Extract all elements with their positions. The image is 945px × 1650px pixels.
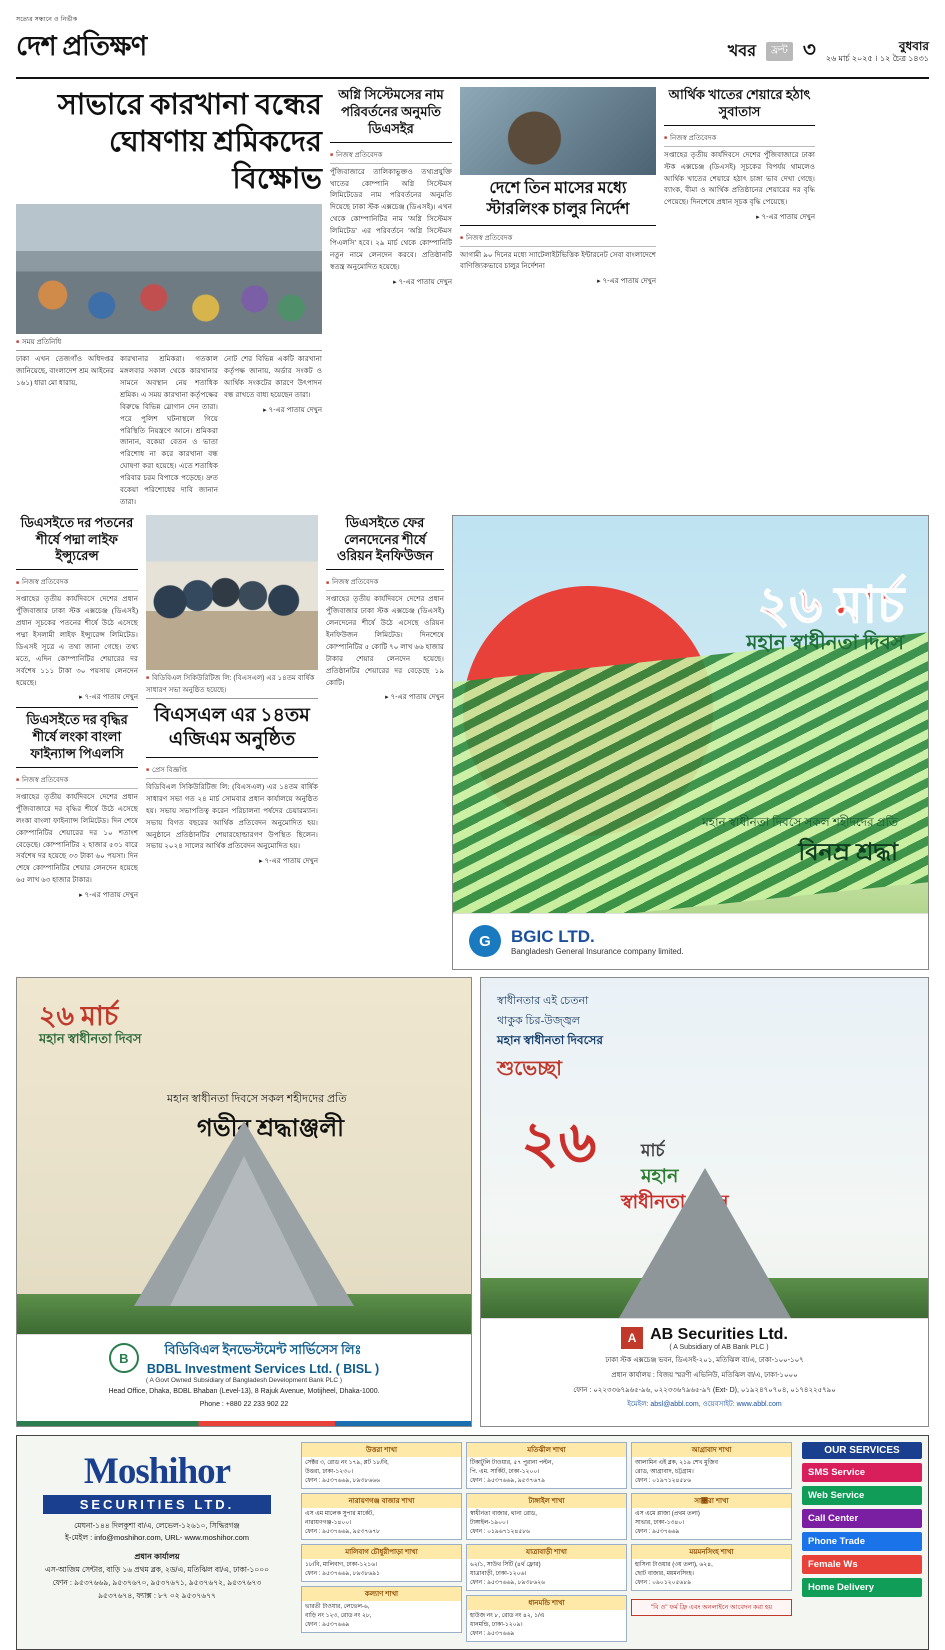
brief-agni-more[interactable]: ▸ ৭-এর পাতায় দেখুন bbox=[393, 278, 452, 286]
branch-line: সেক্টর ৩, রোড নং ১৭৯, প্লট ১৮/বি, bbox=[305, 1459, 389, 1466]
bgic-day: ২৬ মার্চ bbox=[757, 576, 904, 633]
bgic-logo-icon: G bbox=[469, 925, 501, 957]
bdbl-phone: Phone : +880 22 233 902 22 bbox=[199, 1401, 289, 1409]
bdbl-brand bbox=[27, 1341, 461, 1376]
ab-address1: ঢাকা স্টক এক্সচেঞ্জ ভবন, ডিএসই-২০১, মতিঝিল বা/এ, ঢাকা-১০০-১০৭ bbox=[605, 1356, 804, 1364]
service-female-ws[interactable]: Female Ws bbox=[802, 1555, 922, 1574]
ab-logo-icon: A bbox=[621, 1327, 643, 1349]
bsl-body: বিডিবিএল সিকিউরিটিজ লি: (বিএসএল) এর ১৪তম বার্ষিক সাধারণ সভা গত ২৪ মার্চ সোমবার প্রধান কার্যালয়ে অনুষ্ঠিত হয়। সভায় সভাপতিত্ব করেন পরিচালনা পর্ষদের চেয়ারম্যান। সভায় বিগত বছরের আর্থিক প্রতিবেদন অনুমোদিত হয়। অনুষ্ঠানে প্রতিষ্ঠানটির শেয়ারহোল্ডারগণ উপস্থিত ছিলেন। সভায় ২০২৪ সালের আর্থিক প্রতিবেদন অনুমোদিত হয়। bbox=[146, 783, 318, 851]
bgic-company-name: BGIC LTD. bbox=[511, 926, 595, 946]
moshihor-email[interactable]: ই-মেইল : info@moshihor.com, URL- www.moshihor.com bbox=[64, 1533, 250, 1543]
bsl-headline: বিএসএল এর ১৪তম এজিএম অনুষ্ঠিত bbox=[154, 704, 310, 751]
branch-line: ফোন : ৯৫৩৭৬৬৯ bbox=[635, 1528, 680, 1535]
branch-name: টাঙ্গাইল শাখা bbox=[467, 1494, 626, 1508]
moshihor-address: মেঘনা-১৪৪ দিলকুশা বা/এ, লেভেল-১২৬১০, সিদ্ধিরগঞ্জ bbox=[74, 1520, 240, 1530]
dse-row bbox=[16, 515, 444, 901]
branch-name: সা঵রা শাখা bbox=[632, 1494, 791, 1508]
brief-agni-body: পুঁজিবাজারে তালিকাভুক্তও তথ্যপ্রযুক্তি খাতের কোম্পানি অগ্নি সিস্টেমস লিমিটেডের নাম পরিবর্তনের অনুমতি দিয়েছে ঢাকা স্টক এক্সচেঞ্জ (ডিএসই)। এখন থেকে কোম্পানিটির নাম 'অগ্নি সিস্টেমস লিমিটেড' এর পরিবর্তনে 'অগ্নি সিস্টেমস পিএলসি' হবে। ২৯ মার্চ থেকে কোম্পানিটি নতুন নামে লেনদেন করবে। প্রতিষ্ঠানটি স্বতন্ত্র অনুমোদিত হয়েছে। bbox=[330, 167, 452, 271]
branch-column-3 bbox=[631, 1442, 792, 1643]
ab-company-sub: ( A Subsidiary of AB Bank PLC ) bbox=[669, 1343, 769, 1351]
lead-body-columns bbox=[16, 354, 322, 508]
ab-names bbox=[650, 1326, 788, 1351]
bgic-footer bbox=[453, 913, 928, 969]
orion-story bbox=[326, 515, 444, 901]
ab-address2: প্রধান কার্যালয় : বিজয় স্মরণী এভিনিউ, মতিঝিল বা/এ, ঢাকা-১০০০ bbox=[611, 1371, 798, 1379]
branch-name: মতিঝীল শাখা bbox=[467, 1443, 626, 1457]
branch-column-2 bbox=[466, 1442, 627, 1643]
service-phone-trade[interactable]: Phone Trade bbox=[802, 1532, 922, 1551]
ab-greeting: শুভেচ্ছা bbox=[497, 1057, 562, 1080]
starlink-byline: ■ নিজস্ব প্রতিবেদক bbox=[460, 230, 656, 247]
bdbl-message-line2: গভীর শ্রদ্ধাঞ্জলী bbox=[197, 1115, 344, 1142]
orion-body: সপ্তাহের তৃতীয় কার্যদিবসে দেশের প্রধান পুঁজিবাজার ঢাকা স্টক এক্সচেঞ্জ (ডিএসই) লেনদেনের শীর্ষে উঠে এসেছে ওরিয়ন ইনফিউজন লিমিটেড। দিনশেষে কোম্পানিটির ৫ কোটি ৭০ লাখ ৬৬ হাজার টাকার শেয়ার লেনদেন হয়েছে। প্রতিষ্ঠানটির শেয়ারের দর বেড়েছে ১৯ কোটি। bbox=[326, 595, 444, 687]
branch-name: ধানমন্ডি শাখা bbox=[467, 1596, 626, 1610]
ab-email-website[interactable]: ইমেইল: absl@abbl.com, ওয়েবসাইট: www.abbl.com bbox=[627, 1401, 782, 1409]
ab-footer bbox=[481, 1318, 928, 1426]
branch-line: ৬২/১, সাউথ সিটি (৪র্থ ফ্লোর) bbox=[470, 1561, 541, 1568]
dse-padma-byline: ■ নিজস্ব প্রতিবেদক bbox=[16, 574, 138, 591]
bdbl-name-en: BDBL Investment Services Ltd. ( BISL ) bbox=[146, 1361, 380, 1376]
branch-line: যাত্রাবাড়ী, ঢাকা-১২০৬। bbox=[470, 1570, 527, 1577]
branch-line: স্বাধীনতা বাজার, থানা রোড, bbox=[470, 1510, 537, 1517]
dse-padma-body: সপ্তাহের তৃতীয় কার্যদিবসে দেশের প্রধান পুঁজিবাজার ঢাকা স্টক এক্সচেঞ্জ (ডিএসই) প্রধান সূচকের পতনের শীর্ষে উঠে এসেছে পদ্মা ইসলামী লাইফ ইন্স্যুরেন্স লিমিটেড। ডিএসই সূত্রে এ তথ্য জানা গেছে। তথ্য মতে, এদিন কোম্পানিটির শেয়ারের দর সর্বশেষ ১১১ টাকা ৩০ পয়সায় লেনদেন হয়েছে। bbox=[16, 595, 138, 687]
bdbl-color-strip bbox=[17, 1421, 471, 1426]
branch-line: ফোন : ৯৫৩৭৬৬৯, ৯৫৩৭৬৭৯ bbox=[470, 1477, 546, 1484]
lead-photo bbox=[16, 204, 322, 334]
bdbl-subsidiary: ( A Govt Owned Subsidiary of Bangladesh Development Bank PLC ) bbox=[145, 1376, 343, 1384]
branch-line: ফোন : ৯৫৩৭৬৬৯, ৮৯৩৮৬৬৬ bbox=[305, 1477, 381, 1484]
top-section bbox=[16, 87, 929, 509]
bgic-advertisement[interactable] bbox=[452, 515, 929, 970]
masthead bbox=[16, 14, 929, 79]
starlink-headline: দেশে তিন মাসের মধ্যে স্টারলিংক চালুর নির্দেশ bbox=[486, 180, 630, 218]
masthead-tagline: সত্যের সন্ধানে ও নির্ভীক bbox=[16, 17, 78, 23]
brief-financial-byline: ■ নিজস্ব প্রতিবেদক bbox=[664, 130, 815, 147]
lead-more-link[interactable]: ▸ ৭-এর পাতায় দেখুন bbox=[263, 406, 322, 414]
starlink-photo bbox=[460, 87, 656, 175]
starlink-more[interactable]: ▸ ৭-এর পাতায় দেখুন bbox=[597, 278, 656, 286]
dse-padma-more[interactable]: ▸ ৭-এর পাতায় দেখুন bbox=[79, 694, 138, 702]
branch-line: হাসিনা টাওয়ার (৩য় তলা), ৬২৪, bbox=[635, 1561, 713, 1568]
dse-lanka-more[interactable]: ▸ ৭-এর পাতায় দেখুন bbox=[79, 892, 138, 900]
bgic-ad-wrapper bbox=[452, 515, 929, 970]
branch-line: আলামিন এই ব্লক, ২১৯ শেখ মুজিব bbox=[635, 1459, 718, 1466]
lead-col1-text: কারখানার শ্রমিকরা। গতকাল মঙ্গলবার সকাল থেকে কারখানার সামনে অবস্থান নেয় শতাধিক শ্রমিক। এ সময় কারখানা কর্তৃপক্ষের বিরুদ্ধে বিভিন্ন স্লোগান দেন তারা। পরে পুলিশ ঘটনাস্থলে গিয়ে পরিস্থিতি নিয়ন্ত্রণে আনে। শ্রমিকরা জানান, বকেয়া বেতন ও ভাতা পরিশোধ না করে কারখানা বন্ধ ঘোষণা করা হয়েছে। এতে শতাধিক পরিবার চরম বিপাকে পড়েছে। দ্রুত বকেয়া পরিশোধের দাবি জানান তারা। bbox=[120, 355, 218, 506]
branch-line: ফোন : ৯৫৩৭৬৬৯, ৮৯৩৮৬২৬ bbox=[470, 1579, 546, 1586]
branch-line: টাঙ্গাইল-১৯০০। bbox=[470, 1519, 509, 1526]
branch-line: হাউজ নং ৮, রোড নং ৪২, ১/এ bbox=[470, 1612, 545, 1619]
moshihor-ho-phone: ফোন : ৯৫৩৭৬৬৯, ৯৫৩৭৬৭০, ৯৫৩৭৬৭১, ৯৫৩৭৬৭২, ৯৫৩৭৬৭৩ bbox=[52, 1577, 262, 1587]
flag-stripes-graphic bbox=[452, 631, 929, 936]
bdbl-footer bbox=[17, 1334, 471, 1426]
branch-line: এস এমে প্লাজা (প্রথম তলা) bbox=[635, 1510, 700, 1517]
bgic-message-line2: বিনম্র শ্রদ্ধা bbox=[798, 839, 898, 866]
date-full: ২৬ মার্চ ২০২৫ । ১২ চৈত্র ১৪৩১ bbox=[825, 54, 929, 63]
brief-financial-column bbox=[664, 87, 815, 509]
branch-line: ফোন : ০১৯৬৭১২৪৫৮৬ bbox=[470, 1528, 531, 1535]
brief-financial-body: সপ্তাহের তৃতীয় কার্যদিবসে দেশের পুঁজিবাজারে ঢাকা স্টক এক্সচেঞ্জ (ডিএসই) সূচকের বিপর্যয় থামলেও আর্থিক খাতের শেয়ারে হঠাৎ চাঙ্গা ভাব দেখা গেছে। ব্যাংক, বীমা ও আর্থিক প্রতিষ্ঠানের শেয়ারের দর বৃদ্ধি পেয়েছে। দিনশেষে প্রধান সূচক বৃদ্ধি পেয়েছে। bbox=[664, 150, 815, 207]
branch-column-1 bbox=[301, 1442, 462, 1643]
brief-agni-headline: অগ্নি সিস্টেমসের নাম পরিবর্তনের অনুমতি ডিএসইর bbox=[338, 87, 444, 136]
branch-item bbox=[466, 1442, 627, 1489]
branch-line: ভারতী টাওযার, লেভেল-৬, bbox=[305, 1603, 370, 1610]
date-block bbox=[826, 39, 929, 64]
dse-lanka-body: সপ্তাহের তৃতীয় কার্যদিবসে দেশের প্রধান পুঁজিবাজারে দর বৃদ্ধির শীর্ষে উঠে এসেছে লংকা বাংলা ফাইন্যান্স লিমিটেড। দিন শেষে কোম্পানিটির শেয়ারের দর ১০ শতাংশ বেড়েছে। কোম্পানিটির ২ হাজার ৫৩১ বারে সর্বশেষ দর হয়েছে ৩৩ টাকা ৬০ পয়সা। দিন শেষে কোম্পানিটির শেয়ার লেনদেন হয়েছে ৬৫ লাখ ৬৩ হাজার টাকার। bbox=[16, 793, 138, 885]
moshihor-services bbox=[796, 1436, 928, 1649]
bdbl-day: ২৬ মার্চ bbox=[39, 1000, 119, 1031]
branch-line: এস এম মালেক সুপার মার্কেট, bbox=[305, 1510, 374, 1517]
bgic-message bbox=[702, 814, 898, 874]
date-day: বুধবার bbox=[898, 39, 929, 53]
bdbl-address: Head Office, Dhaka, BDBL Bhaban (Level-13), 8 Rajuk Avenue, Motijheel, Dhaka-1000. bbox=[108, 1387, 380, 1395]
ab-mohan: মহান bbox=[641, 1165, 679, 1187]
branch-item bbox=[631, 1442, 792, 1489]
branch-name: আগ্রাবাদ শাখা bbox=[632, 1443, 791, 1457]
lead-col-2 bbox=[224, 354, 322, 508]
masthead-left bbox=[16, 14, 147, 71]
branch-item bbox=[301, 1586, 462, 1633]
starlink-column bbox=[460, 87, 656, 509]
branch-line: টিকাটুলি টাওয়ার, ৫৭ পুরানা পল্টন, bbox=[470, 1459, 554, 1466]
moshihor-brand-block bbox=[17, 1436, 297, 1649]
ab-line2: থাকুক চির-উজ্জ্বল bbox=[497, 1014, 580, 1027]
service-home-delivery[interactable]: Home Delivery bbox=[802, 1578, 922, 1597]
monument-inner-graphic bbox=[170, 1156, 318, 1306]
orion-more[interactable]: ▸ ৭-এর পাতায় দেখুন bbox=[385, 694, 444, 702]
moshihor-note: "বি ও" ফর্ম ফ্রি এবং অনলাইনে আবেদন করা হয় bbox=[631, 1599, 792, 1617]
bsl-story bbox=[146, 515, 318, 901]
branch-name: কল্যাণ শাখা bbox=[302, 1587, 461, 1601]
moshihor-advertisement[interactable] bbox=[16, 1435, 929, 1650]
branch-item bbox=[301, 1544, 462, 1582]
moshihor-logo: Moshihor bbox=[83, 1450, 231, 1492]
ab-day-number: ২৬ bbox=[521, 1109, 597, 1175]
brief-financial-more[interactable]: ▸ ৭-এর পাতায় দেখুন bbox=[756, 214, 815, 222]
brief-agni-byline: ■ নিজস্ব প্রতিবেদক bbox=[330, 147, 452, 164]
ab-company-name: AB Securities Ltd. bbox=[650, 1325, 788, 1343]
bdbl-advertisement[interactable] bbox=[16, 977, 472, 1427]
lead-col-1 bbox=[120, 354, 218, 508]
bgic-subtitle: মহান স্বাধীনতা দিবস bbox=[746, 631, 904, 654]
branch-name: নারায়ণগঞ্জ বাজার শাখা bbox=[302, 1494, 461, 1508]
bsl-byline: ■ প্রেস বিজ্ঞপ্তি bbox=[146, 762, 318, 779]
ab-brand bbox=[491, 1326, 918, 1351]
branch-name: মালিবাগ চৌধুরীপাড়া শাখা bbox=[302, 1545, 461, 1559]
branch-item bbox=[301, 1493, 462, 1540]
branch-item bbox=[466, 1595, 627, 1642]
moshihor-securities-label: SECURITIES LTD. bbox=[43, 1495, 271, 1514]
branch-line: ফোন : ০৯০১২০৫৬৮৯ bbox=[635, 1579, 692, 1586]
dse-padma-headline: ডিএসইতে দর পতনের শীর্ষে পদ্মা লাইফ ইন্স্যুরেন্স bbox=[20, 514, 134, 564]
branch-item bbox=[631, 1493, 792, 1540]
bsl-photo bbox=[146, 515, 318, 670]
section-badge: ফ্রন্ট bbox=[766, 42, 793, 61]
bdbl-name-bn: বিডিবিএল ইনভেস্টমেন্ট সার্ভিসেস লিঃ bbox=[164, 1341, 362, 1357]
branch-line: ফোন : ৯৫৩৭৬৬৯, ৮৯৩৮৬৯১ bbox=[305, 1570, 381, 1577]
branch-line: ফোন : ৯৫৩৭৬৬৯ bbox=[305, 1621, 350, 1628]
mid-left-column bbox=[16, 515, 444, 970]
bdbl-logo-icon: B bbox=[109, 1343, 139, 1373]
ab-line3: মহান স্বাধীনতা দিবসের bbox=[497, 1032, 603, 1047]
service-sms[interactable]: SMS Service bbox=[802, 1463, 922, 1482]
branch-name: উত্তরা শাখা bbox=[302, 1443, 461, 1457]
branch-name: ময়মনসিংহ শাখা bbox=[632, 1545, 791, 1559]
bdbl-subtitle: মহান স্বাধীনতা দিবস bbox=[39, 1030, 142, 1046]
starlink-body: আগামী ৯০ দিনের মধ্যে স্যাটেলাইটভিত্তিক ইন্টারনেট সেবা বাংলাদেশে বাণিজ্যিকভাবে চালুর নির্দেশনা bbox=[460, 250, 656, 271]
branch-line: বাড়ি নং ১২৩, রোড নং ২৮, bbox=[305, 1612, 372, 1619]
lead-photo-caption: ■ সময় প্রতিনিধি bbox=[16, 334, 322, 351]
lead-story-column bbox=[16, 87, 322, 509]
branch-line: ফোন : ০১৯৭১২৪৫৮৬ bbox=[635, 1477, 692, 1484]
branch-line: রোড, আগ্রাবাদ, চট্টগ্রাম। bbox=[635, 1468, 694, 1475]
branch-line: ধানমন্ডি, ঢাকা-১২০৯। bbox=[470, 1621, 523, 1628]
dse-lanka-byline: ■ নিজস্ব প্রতিবেদক bbox=[16, 772, 138, 789]
newspaper-logo: দেশ প্রতিক্ষণ bbox=[16, 31, 147, 61]
lead-intro-col bbox=[16, 354, 114, 508]
moshihor-ho-phone2: ৯৫৩৭৬৭৪, ফ্যাক্স : ৮৭ ০২ ৯৫৩৭৬৭৭ bbox=[98, 1590, 216, 1600]
bdbl-names bbox=[147, 1341, 379, 1376]
ab-monument-graphic bbox=[619, 1168, 791, 1318]
branch-line: পি. এম. সার্কিট, ঢাকা-১২০০। bbox=[470, 1468, 540, 1475]
branch-line: নারায়ণগঞ্জ-১৪০০। bbox=[305, 1519, 352, 1526]
dse-lanka-headline: ডিএসইতে দর বৃদ্ধির শীর্ষে লংকা বাংলা ফাইন্যান্স পিএলসি bbox=[26, 712, 128, 762]
branch-name: যাত্রাবাড়ী শাখা bbox=[467, 1545, 626, 1559]
brief-financial-headline: আর্থিক খাতের শেয়ারে হঠাৎ সুবাতাস bbox=[668, 87, 811, 119]
service-web[interactable]: Web Service bbox=[802, 1486, 922, 1505]
bgic-message-line1: মহান স্বাধীনতা দিবসে সকল শহীদদের প্রতি bbox=[702, 814, 898, 829]
bdbl-ad-wrapper bbox=[16, 977, 472, 1427]
ab-dibos: স্বাধীনতা দিবস bbox=[621, 1191, 729, 1213]
masthead-right bbox=[728, 35, 929, 71]
lead-headline: সাভারে কারখানা বন্ধের ঘোষণায় শ্রমিকদের বিক্ষোভ bbox=[57, 89, 322, 196]
ab-month: মার্চ bbox=[641, 1140, 665, 1160]
brief-agni-column bbox=[330, 87, 452, 509]
branch-line: ছোট বাজার, ময়মনসিংহ। bbox=[635, 1570, 694, 1577]
bsl-more[interactable]: ▸ ৭-এর পাতায় দেখুন bbox=[259, 858, 318, 866]
lead-col2-text: নোট শের বিভিন্ন একটি কারখানা কর্তৃপক্ষ জানায়, অর্ডার সংকট ও আর্থিক সংকটের কারণে উৎপাদন বন্ধ রাখতে বাধ্য হয়েছেন তারা। bbox=[224, 355, 322, 399]
moshihor-ho-label: প্রধান কার্যালয় bbox=[134, 1552, 180, 1562]
orion-byline: ■ নিজস্ব প্রতিবেদক bbox=[326, 574, 444, 591]
branch-item bbox=[466, 1544, 627, 1591]
branch-line: সাভার, ঢাকা-১৩৪০। bbox=[635, 1519, 685, 1526]
bottom-ads-row bbox=[16, 977, 929, 1427]
services-title: OUR SERVICES bbox=[802, 1442, 922, 1459]
page-number: ৩ bbox=[802, 39, 816, 61]
service-call-center[interactable]: Call Center bbox=[802, 1509, 922, 1528]
dse-padma-story bbox=[16, 515, 138, 901]
branch-line: ফোন : ৯৫৩৭৬৬৯, ৯৫৩৭৬৭৮ bbox=[305, 1528, 381, 1535]
branch-line: ১৮/বি, মালিবাগ, ঢাকা-১২১৬। bbox=[305, 1561, 378, 1568]
ab-phone: ফোন : ০২২৩৩৬৭৯৬৫-৯৬, ০২২৩৩৬৭৯৬৫-৯৭ (Ext- D), ০১৯২৪৭০৭০৪, ০১৭৪২২৫৭৯০ bbox=[573, 1387, 836, 1395]
ab-securities-advertisement[interactable] bbox=[480, 977, 929, 1427]
ab-ad-wrapper bbox=[480, 977, 929, 1427]
branch-line: উত্তরা, ঢাকা-১২৩০। bbox=[305, 1468, 354, 1475]
moshihor-ho-address: এস-আজিম সেন্টার, বাড়ি ১৬ প্রথম ব্লক, ২ড/এ, মতিঝিল বা/এ, ঢাকা-১০০০ bbox=[45, 1565, 269, 1575]
branch-item bbox=[466, 1493, 627, 1540]
bgic-company-block bbox=[511, 927, 684, 956]
lead-intro: ঢাকা এখন তেজগাঁও অধিদপ্তর জানিয়েছে, বাংলাদেশ শ্রম আইনের ১৬১) ধারা মো ধারায়, bbox=[16, 355, 114, 388]
section-label: খবর bbox=[727, 43, 756, 60]
bgic-company-desc: Bangladesh General Insurance company limited. bbox=[511, 946, 684, 956]
mid-section bbox=[16, 515, 929, 970]
branch-item bbox=[631, 1544, 792, 1591]
moshihor-branches bbox=[297, 1436, 796, 1649]
orion-headline: ডিএসইতে ফের লেনদেনের শীর্ষে ওরিয়ন ইনফিউজন bbox=[336, 514, 434, 564]
branch-line: ফোন : ৯৫৩৭৬৬৯ bbox=[470, 1630, 515, 1637]
bdbl-message-line1: মহান স্বাধীনতা দিবসে সকল শহীদদের প্রতি bbox=[167, 1092, 347, 1105]
bsl-photo-caption: ■ বিডিবিএল সিকিউরিটিজ লি: (বিএসএল) এর ১৪তম বার্ষিক সাধারণ সভা অনুষ্ঠিত হয়েছে। bbox=[146, 670, 318, 699]
ab-line1: স্বাধীনতার এই চেতনা bbox=[497, 994, 589, 1007]
branch-item bbox=[301, 1442, 462, 1489]
